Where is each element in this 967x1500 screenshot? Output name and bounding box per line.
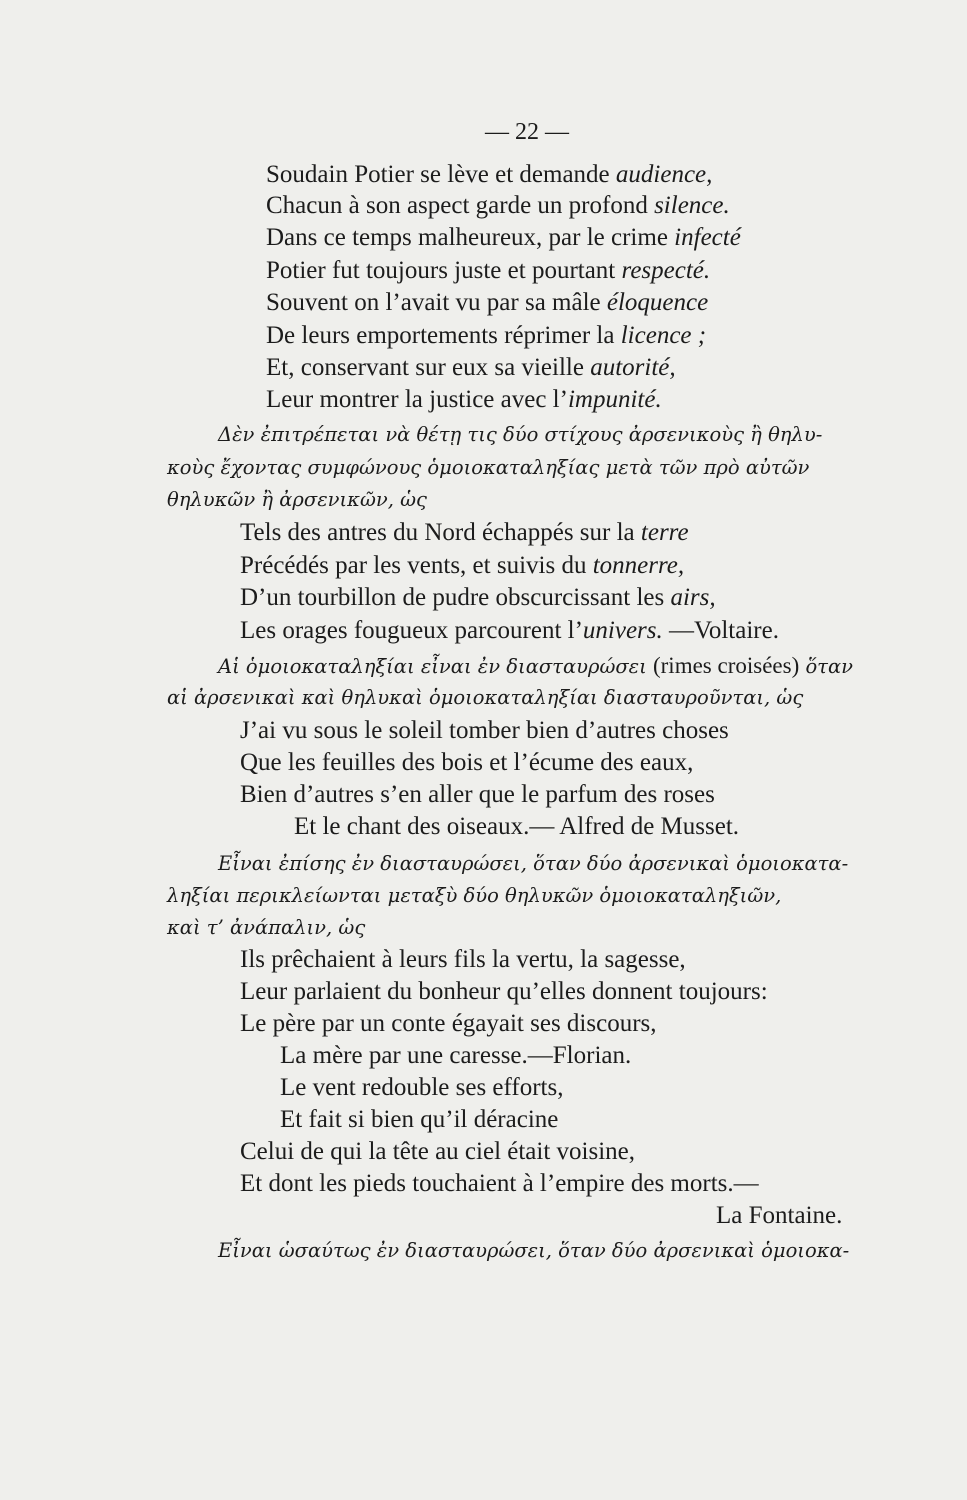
text-segment: Tels des antres du Nord échappés sur la: [240, 519, 635, 546]
rhyme-word: impunité.: [567, 386, 662, 413]
greek-line: κοὺς ἔχοντας συμφώνους ὁμοιοκαταληξίας μετὰ τῶν πρὸ αὐτῶν: [167, 456, 810, 479]
rhyme-word: tonnerre,: [592, 552, 685, 579]
greek-line: θηλυκῶν ἢ ἀρσενικῶν, ὡς: [167, 488, 427, 511]
text-segment: Les orages fougueux parcourent l’: [240, 617, 583, 644]
text-segment: Potier fut toujours juste et pourtant: [266, 257, 616, 284]
page-number: — 22 —: [485, 119, 569, 145]
verse-line: Celui de qui la tête au ciel était voisine,: [240, 1138, 636, 1165]
text-segment: De leurs emportements réprimer la: [266, 322, 615, 349]
verse-line: [266, 288, 708, 318]
verse-line: [266, 160, 712, 190]
verse-line: Et fait si bien qu’il déracine: [280, 1106, 559, 1133]
text-segment: D’un tourbillon de pudre obscurcissant les: [240, 584, 665, 611]
rhyme-word: licence ;: [620, 322, 707, 349]
text-segment: Et, conservant sur eux sa vieille: [266, 354, 584, 381]
verse-line: [266, 223, 741, 253]
author-attribution: La Fontaine.: [716, 1202, 843, 1229]
french-term: (rimes croisées): [652, 653, 800, 678]
rhyme-word: respecté.: [621, 257, 711, 284]
text-segment: Chacun à son aspect garde un profond: [266, 192, 648, 219]
verse-line: J’ai vu sous le soleil tomber bien d’autres choses: [240, 717, 729, 744]
verse-line: [266, 385, 662, 415]
text-segment: Dans ce temps malheureux, par le crime: [266, 224, 668, 251]
verse-line: [240, 616, 779, 646]
greek-line: ληξίαι περικλείωνται μεταξὺ δύο θηλυκῶν ὁμοιοκαταληξιῶν,: [167, 884, 782, 907]
greek-line: [218, 651, 853, 682]
greek-line: καὶ τ’ ἀνάπαλιν, ὡς: [167, 916, 366, 939]
rhyme-word: silence.: [654, 192, 730, 219]
verse-line: [240, 583, 716, 613]
verse-line: [266, 353, 676, 383]
rhyme-word: autorité,: [590, 354, 676, 381]
rhyme-word: infecté: [674, 224, 741, 251]
verse-line: [266, 321, 706, 351]
verse-line: [240, 518, 689, 548]
greek-line: αἱ ἀρσενικαὶ καὶ θηλυκαὶ ὁμοιοκαταληξίαι διασταυροῦνται, ὡς: [167, 686, 804, 709]
rhyme-word: terre: [640, 519, 689, 546]
author-attribution: —Voltaire.: [669, 617, 779, 644]
greek-line: Εἶναι ἐπίσης ἐν διασταυρώσει, ὅταν δύο ἀρσενικαὶ ὁμοιοκατα-: [218, 852, 849, 875]
verse-line: La mère par une caresse.—Florian.: [280, 1042, 632, 1069]
text-segment: ὅταν: [805, 655, 853, 678]
rhyme-word: éloquence: [606, 289, 709, 316]
rhyme-word: audience,: [615, 161, 713, 188]
greek-line: Δὲν ἐπιτρέπεται νὰ θέτῃ τις δύο στίχους ἀρσενικοὺς ἢ θηλυ-: [218, 423, 823, 446]
rhyme-word: airs,: [670, 584, 716, 611]
verse-line: Le vent redouble ses efforts,: [280, 1074, 564, 1101]
verse-line: Que les feuilles des bois et l’écume des eaux,: [240, 749, 694, 776]
verse-line: Leur parlaient du bonheur qu’elles donnent toujours:: [240, 978, 768, 1005]
text-segment: Αἱ ὁμοιοκαταληξίαι εἶναι ἐν διασταυρώσει: [218, 655, 647, 678]
verse-line: [266, 191, 730, 221]
verse-line: Et dont les pieds touchaient à l’empire des morts.—: [240, 1170, 759, 1197]
verse-line: [266, 256, 710, 286]
rhyme-word: univers.: [582, 617, 663, 644]
text-segment: Leur montrer la justice avec l’: [266, 386, 568, 413]
verse-line: Ils prêchaient à leurs fils la vertu, la sagesse,: [240, 946, 686, 973]
greek-line: Εἶναι ὡσαύτως ἐν διασταυρώσει, ὅταν δύο ἀρσενικαὶ ὁμοιοκα-: [218, 1239, 850, 1262]
verse-line: Et le chant des oiseaux.— Alfred de Musset.: [294, 813, 740, 840]
text-segment: Souvent on l’avait vu par sa mâle: [266, 289, 601, 316]
verse-line: Bien d’autres s’en aller que le parfum des roses: [240, 781, 715, 808]
text-segment: Soudain Potier se lève et demande: [266, 161, 610, 188]
verse-line: Le père par un conte égayait ses discours,: [240, 1010, 657, 1037]
text-segment: Précédés par les vents, et suivis du: [240, 552, 587, 579]
verse-line: [240, 551, 684, 581]
